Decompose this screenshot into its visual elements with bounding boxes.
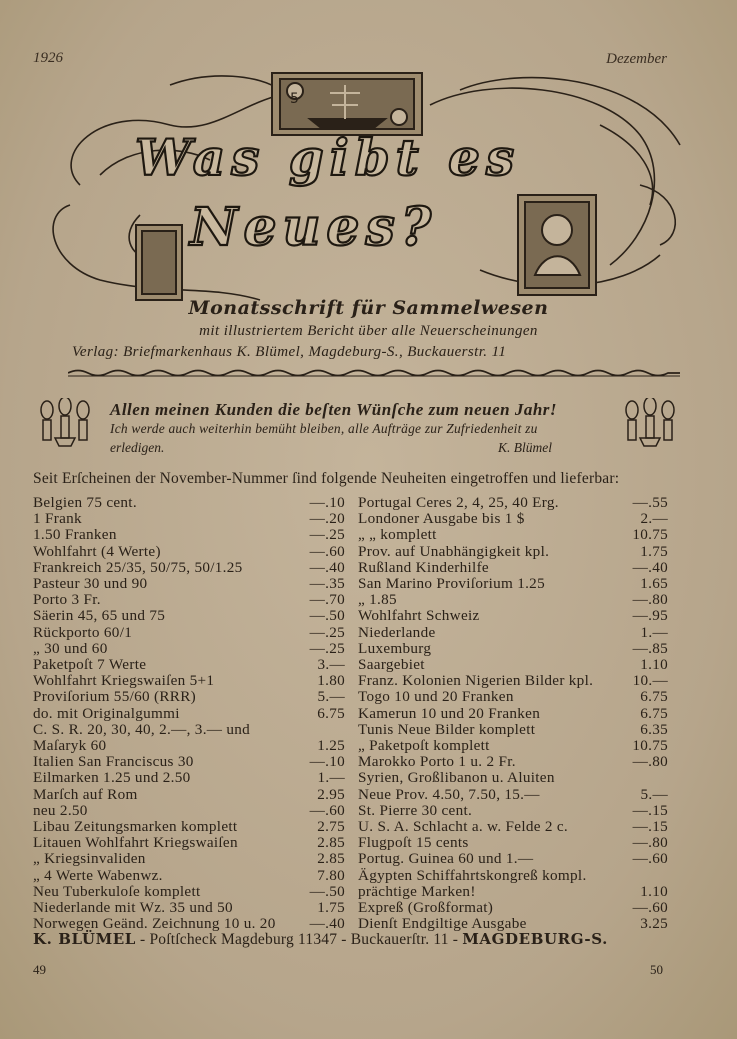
candles-icon-right <box>620 398 680 448</box>
item-price: 2.85 <box>317 850 345 868</box>
subtitle-line1: Monatsschrift für Sammelwesen <box>188 297 549 319</box>
item-price: 1.80 <box>317 672 345 690</box>
item-price: —.25 <box>309 526 345 544</box>
item-price: —.60 <box>309 542 345 560</box>
item-price: —.40 <box>309 558 345 576</box>
item-price: —.60 <box>632 850 668 868</box>
footer-left: K. BLÜMEL <box>33 930 136 948</box>
footer-right: MAGDEBURG-S. <box>462 930 608 948</box>
item-text: Niederlande <box>358 623 436 641</box>
item-text: Londoner Ausgabe bis 1 $ <box>358 510 525 528</box>
item-price: —.60 <box>632 899 668 916</box>
item-text: „ 4 Werte Wabenwz. <box>33 866 163 884</box>
item-text: Saargebiet <box>358 656 425 673</box>
item-price: 1.75 <box>640 542 668 560</box>
item-text: Portugal Ceres 2, 4, 25, 40 Erg. <box>358 494 559 511</box>
item-price: 3.— <box>317 656 345 673</box>
item-price: —.40 <box>309 915 345 933</box>
item-text: Prov. auf Unabhängigkeit kpl. <box>358 542 550 560</box>
item-text: Tunis Neue Bilder komplett <box>358 720 536 738</box>
item-text: „ „ komplett <box>358 526 437 544</box>
item-price: 1.— <box>317 769 345 787</box>
masthead-illustration <box>40 65 700 310</box>
item-text: „ 1.85 <box>358 591 397 609</box>
item-text: Porto 3 Fr. <box>33 591 101 609</box>
item-text: Säerin 45, 65 und 75 <box>33 607 166 625</box>
item-text: Dienſt Endgiltige Ausgabe <box>358 915 527 933</box>
page-number-left: 49 <box>33 962 46 977</box>
item-price: —.15 <box>632 818 668 835</box>
item-price: 2.75 <box>317 818 345 835</box>
item-price: —.10 <box>309 494 345 511</box>
item-text: Italien San Franciscus 30 <box>33 753 194 771</box>
item-text: Rückporto 60/1 <box>33 623 133 641</box>
item-text: do. mit Originalgummi <box>33 704 180 722</box>
item-text: Proviſorium 55/60 (RRR) <box>33 688 197 706</box>
item-text: Togo 10 und 20 Franken <box>358 688 514 706</box>
footer <box>33 930 608 949</box>
item-price: 2.95 <box>317 785 345 803</box>
item-price: —.85 <box>632 639 668 657</box>
item-text: „ Kriegsinvaliden <box>33 850 146 868</box>
item-text: Frankreich 25/35, 50/75, 50/1.25 <box>33 558 243 576</box>
candles-icon <box>35 398 95 448</box>
header-year: 1926 <box>33 50 63 66</box>
item-price: 6.75 <box>640 688 668 706</box>
item-text: Wohlfahrt Schweiz <box>358 607 480 625</box>
item-text: Pasteur 30 und 90 <box>33 575 148 592</box>
item-text: Norwegen Geänd. Zeichnung 10 u. 20 <box>33 915 276 933</box>
item-text: Kamerun 10 und 20 Franken <box>358 704 541 722</box>
item-text: prächtige Marken! <box>358 882 476 900</box>
item-price: 1.75 <box>317 899 345 916</box>
item-price: —.40 <box>632 558 668 576</box>
item-text: Franz. Kolonien Nigerien Bilder kpl. <box>358 672 594 690</box>
item-text: Luxemburg <box>358 639 432 657</box>
item-price: 3.25 <box>640 915 668 933</box>
item-text: St. Pierre 30 cent. <box>358 801 473 819</box>
item-text: Portug. Guinea 60 und 1.— <box>358 850 534 868</box>
item-price: —.25 <box>309 623 345 641</box>
greeting-line3: erledigen. <box>110 440 165 455</box>
item-price: —.35 <box>309 575 345 592</box>
greeting-line1: Allen meinen Kunden die beſten Wünſche zum neuen Jahr! <box>110 400 558 419</box>
item-text: Flugpoſt 15 cents <box>358 834 469 852</box>
item-text: Niederlande mit Wz. 35 und 50 <box>33 899 233 916</box>
item-text: Marſch auf Rom <box>33 785 138 803</box>
item-price: —.55 <box>632 494 668 511</box>
item-price: 7.80 <box>317 866 345 884</box>
item-price: 6.75 <box>317 704 345 722</box>
item-text: „ 30 und 60 <box>33 639 108 657</box>
item-text: Wohlfahrt Kriegswaiſen 5+1 <box>33 672 215 690</box>
item-price: —.50 <box>309 882 345 900</box>
footer-middle: - Poſtſcheck Magdeburg 11347 - Buckauerſtr. 11 - <box>140 931 459 948</box>
item-text: 1 Frank <box>33 510 82 528</box>
item-price: 10.75 <box>632 526 668 544</box>
item-price: —.80 <box>632 753 668 771</box>
masthead-title-line2: Neues? <box>190 197 438 258</box>
item-text: C. S. R. 20, 30, 40, 2.—, 3.— und <box>33 720 251 738</box>
subtitle-line3: Verlag: Briefmarkenhaus K. Blümel, Magdeburg-S., Buckauerstr. 11 <box>72 344 507 360</box>
item-text: Maſaryk 60 <box>33 737 107 754</box>
item-text: Libau Zeitungsmarken komplett <box>33 818 238 835</box>
item-price: 1.25 <box>317 737 345 754</box>
item-price: 2.85 <box>317 834 345 852</box>
item-text: U. S. A. Schlacht a. w. Felde 2 c. <box>358 818 568 835</box>
intro-text: Seit Erſcheinen der November-Nummer ſind folgende Neuheiten eingetroffen und lieferbar: <box>33 470 620 487</box>
item-price: 6.75 <box>640 704 668 722</box>
item-price: 2.— <box>640 510 668 528</box>
subtitle-line2: mit illustriertem Bericht über alle Neuerscheinungen <box>199 323 538 339</box>
item-price: —.80 <box>632 591 668 609</box>
item-text: Expreß (Großformat) <box>358 899 494 916</box>
item-price: 1.10 <box>640 656 668 673</box>
item-text: San Marino Proviſorium 1.25 <box>358 575 545 592</box>
decorative-rule <box>68 368 680 378</box>
item-text: Ägypten Schiffahrtskongreß kompl. <box>358 866 587 884</box>
item-price: —.25 <box>309 639 345 657</box>
item-price: —.20 <box>309 510 345 528</box>
item-text: Wohlfahrt (4 Werte) <box>33 542 161 560</box>
item-price: 1.10 <box>640 882 668 900</box>
item-price: 1.— <box>640 623 668 641</box>
item-text: 1.50 Franken <box>33 526 117 544</box>
masthead-title-line1: Was gibt es <box>135 128 521 187</box>
item-text: Marokko Porto 1 u. 2 Fr. <box>358 753 516 771</box>
item-price: 10.75 <box>632 737 668 754</box>
item-price: —.70 <box>309 591 345 609</box>
item-price: 10.— <box>632 672 668 690</box>
page-number-right: 50 <box>650 962 663 977</box>
stamp-numeral: 5 <box>290 91 299 107</box>
item-price: 5.— <box>317 688 345 706</box>
header-month: Dezember <box>606 51 667 67</box>
item-price: 1.65 <box>640 575 668 592</box>
item-text: „ Paketpoſt komplett <box>358 737 490 754</box>
item-text: neu 2.50 <box>33 801 88 819</box>
item-price: —.50 <box>309 607 345 625</box>
item-text: Paketpoſt 7 Werte <box>33 656 147 673</box>
item-price: —.60 <box>309 801 345 819</box>
item-price: 6.35 <box>640 720 668 738</box>
item-price: —.10 <box>309 753 345 771</box>
item-price: —.95 <box>632 607 668 625</box>
item-text: Syrien, Großlibanon u. Aluiten <box>358 769 555 787</box>
item-text: Litauen Wohlfahrt Kriegswaiſen <box>33 834 238 852</box>
item-price: 5.— <box>640 785 668 803</box>
item-price: —.15 <box>632 801 668 819</box>
item-text: Neue Prov. 4.50, 7.50, 15.— <box>358 785 540 803</box>
greeting-line2: Ich werde auch weiterhin bemüht bleiben, alle Aufträge zur Zufriedenheit zu <box>110 421 538 436</box>
greeting-signature: K. Blümel <box>498 440 552 455</box>
item-text: Rußland Kinderhilfe <box>358 558 489 576</box>
item-text: Belgien 75 cent. <box>33 494 137 511</box>
item-text: Neu Tuberkuloſe komplett <box>33 882 201 900</box>
item-text: Eilmarken 1.25 und 2.50 <box>33 769 191 787</box>
item-price: —.80 <box>632 834 668 852</box>
